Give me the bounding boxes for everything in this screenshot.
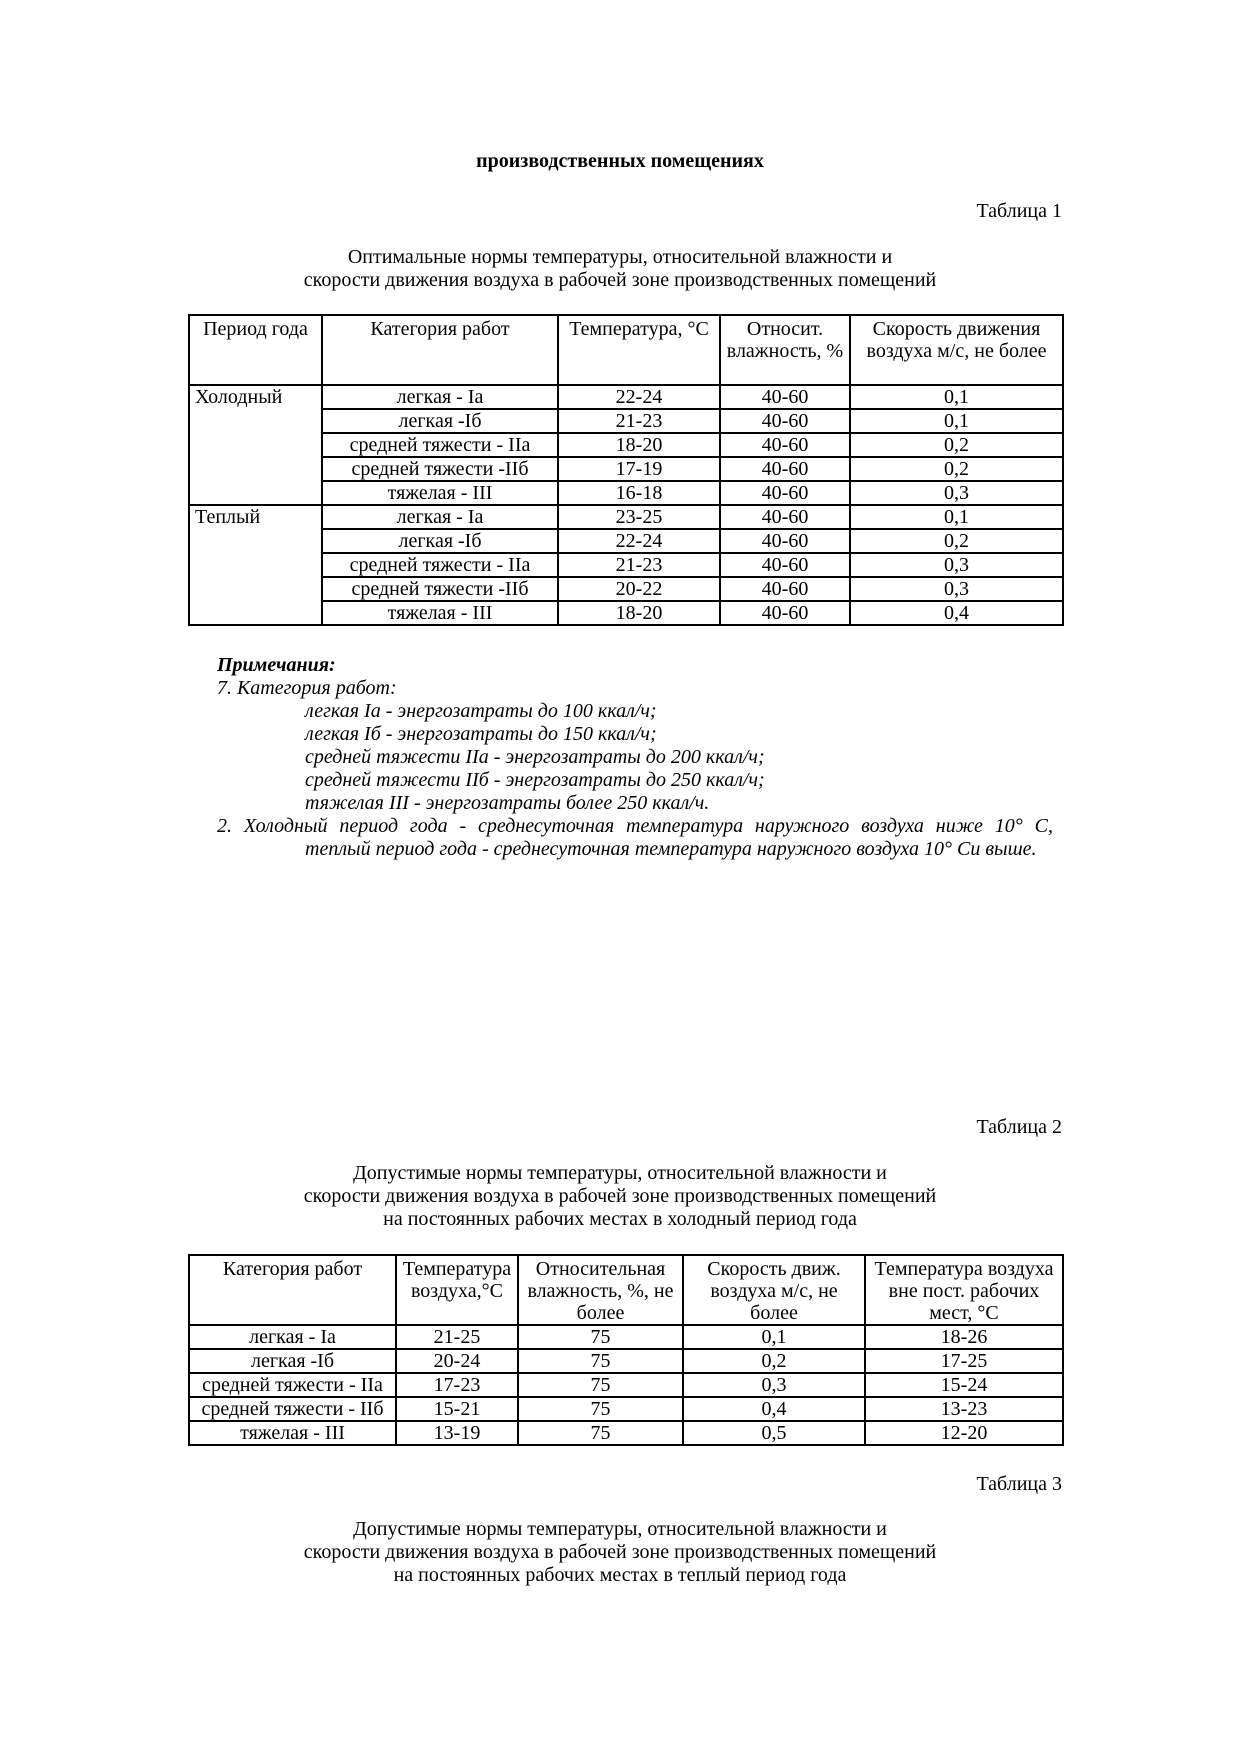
table-row [189, 1349, 1063, 1373]
table1-header-humidity: Относит. влажность, % [720, 315, 850, 385]
table3-label: Таблица 3 [976, 1473, 1062, 1495]
table1-cell: легкая -Iб [322, 529, 558, 553]
notes-block [217, 654, 1053, 861]
table2-header-air-speed: Скорость движ. воздуха м/с, не более [683, 1255, 865, 1325]
table2-cell: 17-25 [865, 1349, 1063, 1373]
table2-cell: 0,2 [683, 1349, 865, 1373]
table2-cell: средней тяжести - IIа [189, 1373, 396, 1397]
table1-caption-line: скорости движения воздуха в рабочей зоне производственных помещений [303, 269, 937, 291]
table1-cell: 0,3 [850, 577, 1063, 601]
table2-label: Таблица 2 [976, 1116, 1062, 1138]
table2-header-outside-temperature: Температура воздуха вне пост. рабочих мест, °С [865, 1255, 1063, 1325]
table1-cell: средней тяжести - IIа [322, 553, 558, 577]
table2-cell: 0,1 [683, 1325, 865, 1349]
table2-caption [0, 1162, 1240, 1231]
table-row [189, 1373, 1063, 1397]
table1-cell: 0,1 [850, 385, 1063, 409]
table1-cell: средней тяжести -IIб [322, 577, 558, 601]
notes-line: средней тяжести IIа - энергозатраты до 200 ккал/ч; [305, 746, 765, 768]
table1-cell: легкая -Iб [322, 409, 558, 433]
table3-caption [0, 1518, 1240, 1587]
table1-cell: 18-20 [558, 601, 720, 625]
notes-item2-first: 2. Холодный период года - среднесуточная температура наружного воздуха ниже 10° С, [217, 815, 1053, 837]
table1-cell: 21-23 [558, 553, 720, 577]
notes-item1-title: 7. Категория работ: [217, 677, 397, 699]
table1-period-cell: Теплый [189, 505, 322, 625]
notes-item2-rest: теплый период года - среднесуточная температура наружного воздуха 10° Си выше. [305, 838, 1037, 860]
table1-cell: тяжелая - III [322, 601, 558, 625]
table2-header-humidity: Относительная влажность, %, не более [518, 1255, 683, 1325]
table1-cell: 0,3 [850, 553, 1063, 577]
table1-cell: 0,4 [850, 601, 1063, 625]
table2-cell: 21-25 [396, 1325, 518, 1349]
table1-cell: 18-20 [558, 433, 720, 457]
table1-cell: 40-60 [720, 409, 850, 433]
table2-cell: 0,4 [683, 1397, 865, 1421]
table2-cell: средней тяжести - IIб [189, 1397, 396, 1421]
table2-cell: 15-24 [865, 1373, 1063, 1397]
table2-cell: 13-23 [865, 1397, 1063, 1421]
table2-header-temperature: Температура воздуха,°С [396, 1255, 518, 1325]
table1-cell: 20-22 [558, 577, 720, 601]
table2-caption-line: Допустимые нормы температуры, относительной влажности и [353, 1162, 887, 1184]
table1-cell: 40-60 [720, 433, 850, 457]
table1-cell: 40-60 [720, 529, 850, 553]
table2-cell: 20-24 [396, 1349, 518, 1373]
table1-cell: 16-18 [558, 481, 720, 505]
table1-cell: легкая - Iа [322, 385, 558, 409]
table2-cell: 0,3 [683, 1373, 865, 1397]
table1-cell: 40-60 [720, 577, 850, 601]
table1-header-temperature: Температура, °С [558, 315, 720, 385]
notes-line: средней тяжести IIб - энергозатраты до 250 ккал/ч; [305, 769, 765, 791]
table3-caption-line: Допустимые нормы температуры, относительной влажности и [353, 1518, 887, 1540]
table2-cell: 17-23 [396, 1373, 518, 1397]
notes-line: тяжелая III - энергозатраты более 250 ккал/ч. [305, 792, 710, 814]
table1-caption-line: Оптимальные нормы температуры, относительной влажности и [347, 246, 893, 268]
table2-cell: 75 [518, 1397, 683, 1421]
table1-header-period: Период года [189, 315, 322, 385]
table1-cell: 40-60 [720, 553, 850, 577]
table2-cell: 13-19 [396, 1421, 518, 1445]
table1-cell: 0,1 [850, 409, 1063, 433]
table2-cell: 18-26 [865, 1325, 1063, 1349]
table1-cell: тяжелая - III [322, 481, 558, 505]
table1-cell: 22-24 [558, 529, 720, 553]
table2-cell: 75 [518, 1421, 683, 1445]
table2-cell: 12-20 [865, 1421, 1063, 1445]
table1-label: Таблица 1 [976, 200, 1062, 222]
table2-cell: легкая - Iа [189, 1325, 396, 1349]
table2-cell: 75 [518, 1373, 683, 1397]
table1-cell: средней тяжести - IIа [322, 433, 558, 457]
table-row [189, 1421, 1063, 1445]
table1-header-air-speed: Скорость движения воздуха м/с, не более [850, 315, 1063, 385]
table-row [189, 1397, 1063, 1421]
table1-cell: 17-19 [558, 457, 720, 481]
table2-cell: 15-21 [396, 1397, 518, 1421]
table2-cell: 75 [518, 1349, 683, 1373]
table2-header-category: Категория работ [189, 1255, 396, 1325]
table-row [189, 1325, 1063, 1349]
table1-cell: 0,3 [850, 481, 1063, 505]
table1-cell: 0,2 [850, 433, 1063, 457]
table1-cell: 21-23 [558, 409, 720, 433]
table2-caption-line: на постоянных рабочих местах в холодный период года [383, 1208, 857, 1230]
table1-cell: 40-60 [720, 385, 850, 409]
table-row [189, 505, 1063, 529]
page-heading: производственных помещениях [476, 150, 764, 172]
table1-cell: 22-24 [558, 385, 720, 409]
table1-cell: легкая - Iа [322, 505, 558, 529]
table1-header-category: Категория работ [322, 315, 558, 385]
table1-cell: 0,2 [850, 457, 1063, 481]
table1-cell: 40-60 [720, 505, 850, 529]
table2-cell: 0,5 [683, 1421, 865, 1445]
table2 [188, 1254, 1064, 1446]
table1-cell: 23-25 [558, 505, 720, 529]
table-row [189, 385, 1063, 409]
table1-cell: 40-60 [720, 481, 850, 505]
notes-title: Примечания: [217, 654, 336, 676]
table1 [188, 314, 1064, 626]
table2-cell: тяжелая - III [189, 1421, 396, 1445]
notes-line: легкая Iб - энергозатраты до 150 ккал/ч; [305, 723, 657, 745]
table1-cell: 40-60 [720, 457, 850, 481]
table1-caption [0, 246, 1240, 292]
table2-caption-line: скорости движения воздуха в рабочей зоне производственных помещений [303, 1185, 937, 1207]
table3-caption-line: скорости движения воздуха в рабочей зоне производственных помещений [303, 1541, 937, 1563]
table1-period-cell: Холодный [189, 385, 322, 505]
table2-cell: 75 [518, 1325, 683, 1349]
table2-cell: легкая -Iб [189, 1349, 396, 1373]
table3-caption-line: на постоянных рабочих местах в теплый период года [393, 1564, 847, 1586]
table1-cell: средней тяжести -IIб [322, 457, 558, 481]
table1-cell: 40-60 [720, 601, 850, 625]
table1-cell: 0,1 [850, 505, 1063, 529]
notes-line: легкая Iа - энергозатраты до 100 ккал/ч; [305, 700, 657, 722]
table1-cell: 0,2 [850, 529, 1063, 553]
